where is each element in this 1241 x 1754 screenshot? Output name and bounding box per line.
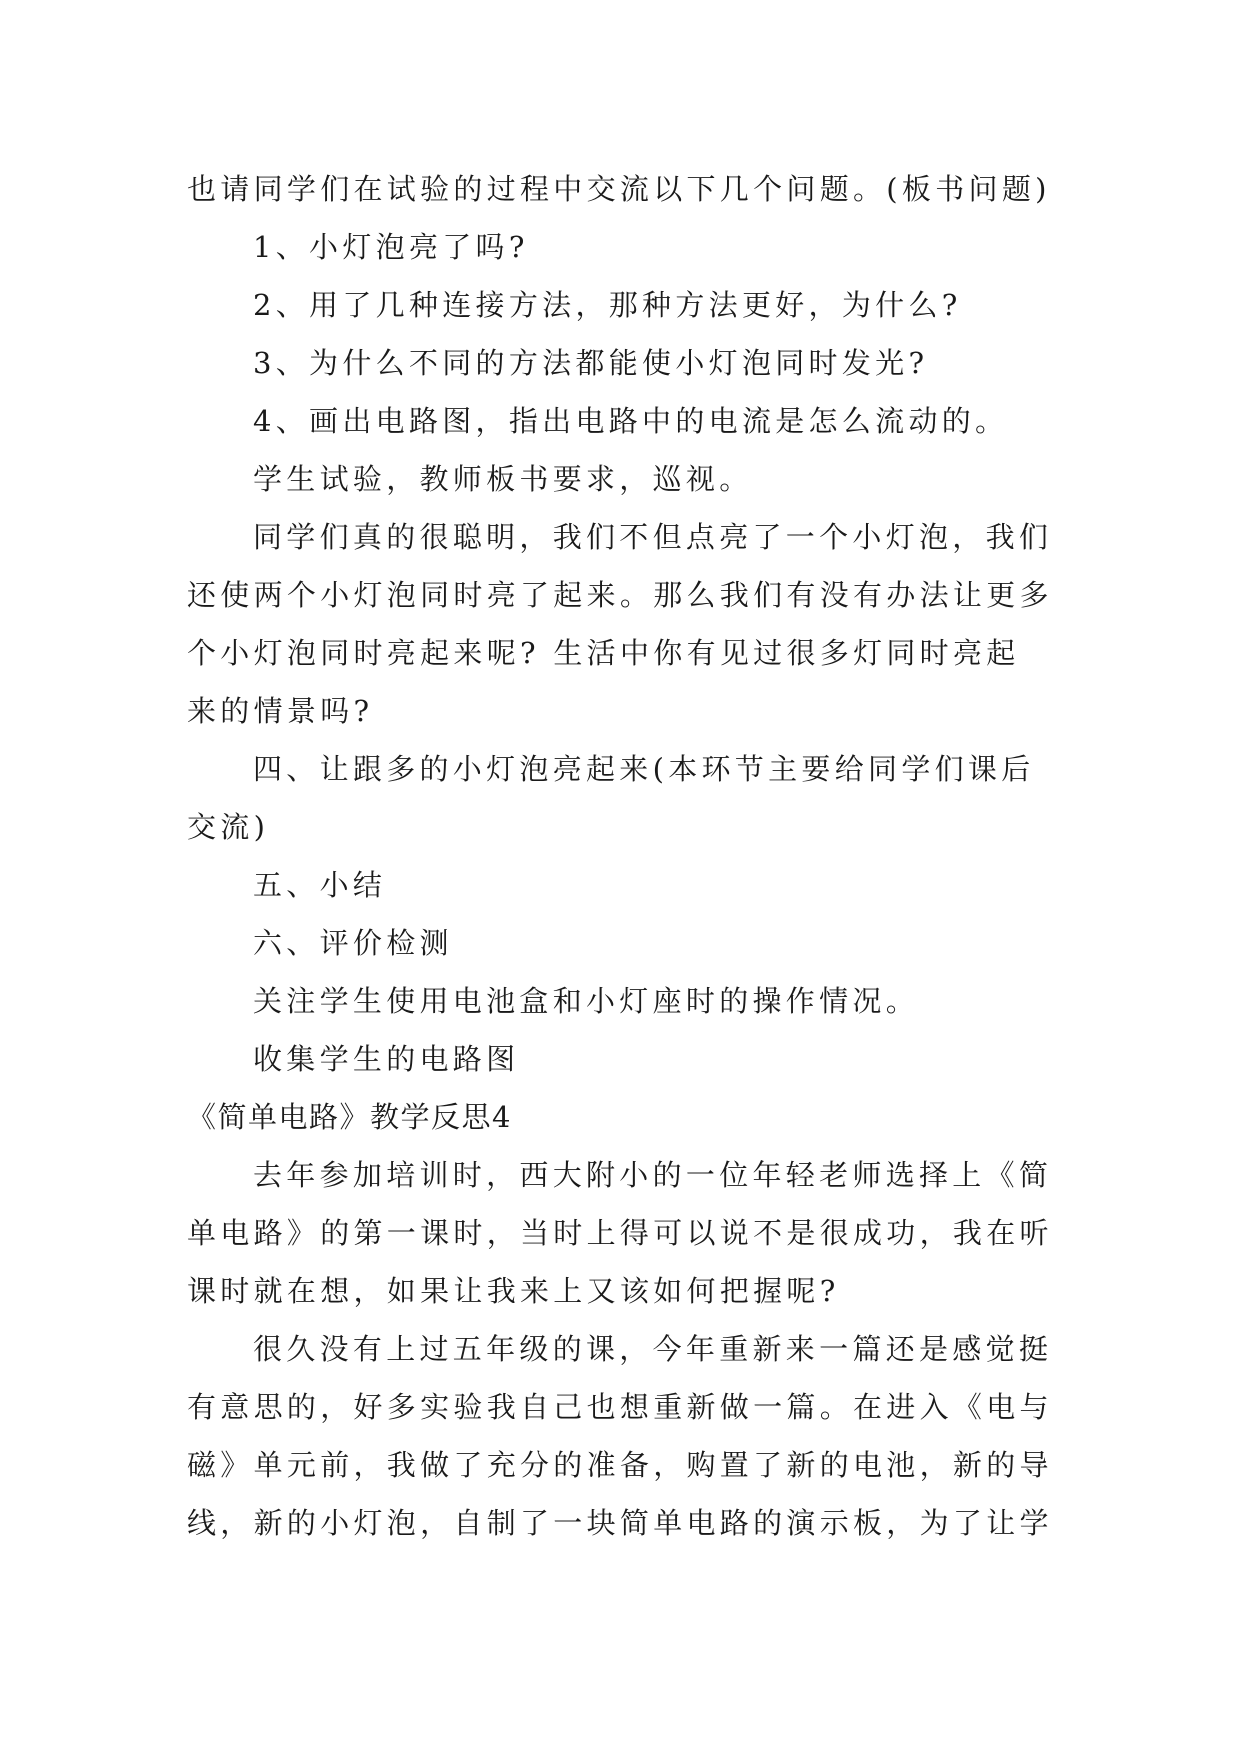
paragraph-line: 学生试验，教师板书要求，巡视。 [253,462,753,496]
question-item: 4、画出电路图，指出电路中的电流是怎么流动的。 [253,404,1009,438]
section-heading: 六、评价检测 [253,926,453,960]
paragraph-line: 单电路》的第一课时，当时上得可以说不是很成功，我在听 [187,1216,1053,1250]
paragraph-line: 来的情景吗? [187,694,374,728]
question-item: 1、小灯泡亮了吗? [253,230,529,264]
paragraph-line: 收集学生的电路图 [253,1042,520,1076]
paragraph-line: 课时就在想，如果让我来上又该如何把握呢? [187,1274,840,1308]
paragraph-line: 个小灯泡同时亮起来呢? 生活中你有见过很多灯同时亮起 [187,636,1020,670]
question-item: 2、用了几种连接方法，那种方法更好，为什么? [253,288,962,322]
section-heading: 五、小结 [253,868,387,902]
paragraph-line: 也请同学们在试验的过程中交流以下几个问题。(板书问题) [187,172,1051,206]
paragraph-line: 磁》单元前，我做了充分的准备，购置了新的电池，新的导 [187,1448,1053,1482]
paragraph-line: 有意思的，好多实验我自己也想重新做一篇。在进入《电与 [187,1390,1053,1424]
paragraph-line: 很久没有上过五年级的课，今年重新来一篇还是感觉挺 [253,1332,1053,1366]
paragraph-line: 去年参加培训时，西大附小的一位年轻老师选择上《简 [253,1158,1053,1192]
article-title: 《简单电路》教学反思4 [187,1100,512,1134]
paragraph-line: 同学们真的很聪明，我们不但点亮了一个小灯泡，我们 [253,520,1053,554]
document-page [187,160,1053,1552]
section-heading: 四、让跟多的小灯泡亮起来(本环节主要给同学们课后 [253,752,1035,786]
question-item: 3、为什么不同的方法都能使小灯泡同时发光? [253,346,929,380]
paragraph-line: 关注学生使用电池盒和小灯座时的操作情况。 [253,984,920,1018]
paragraph-line: 交流) [187,810,270,844]
paragraph-line: 线，新的小灯泡，自制了一块简单电路的演示板，为了让学 [187,1506,1053,1540]
paragraph-line: 还使两个小灯泡同时亮了起来。那么我们有没有办法让更多 [187,578,1053,612]
